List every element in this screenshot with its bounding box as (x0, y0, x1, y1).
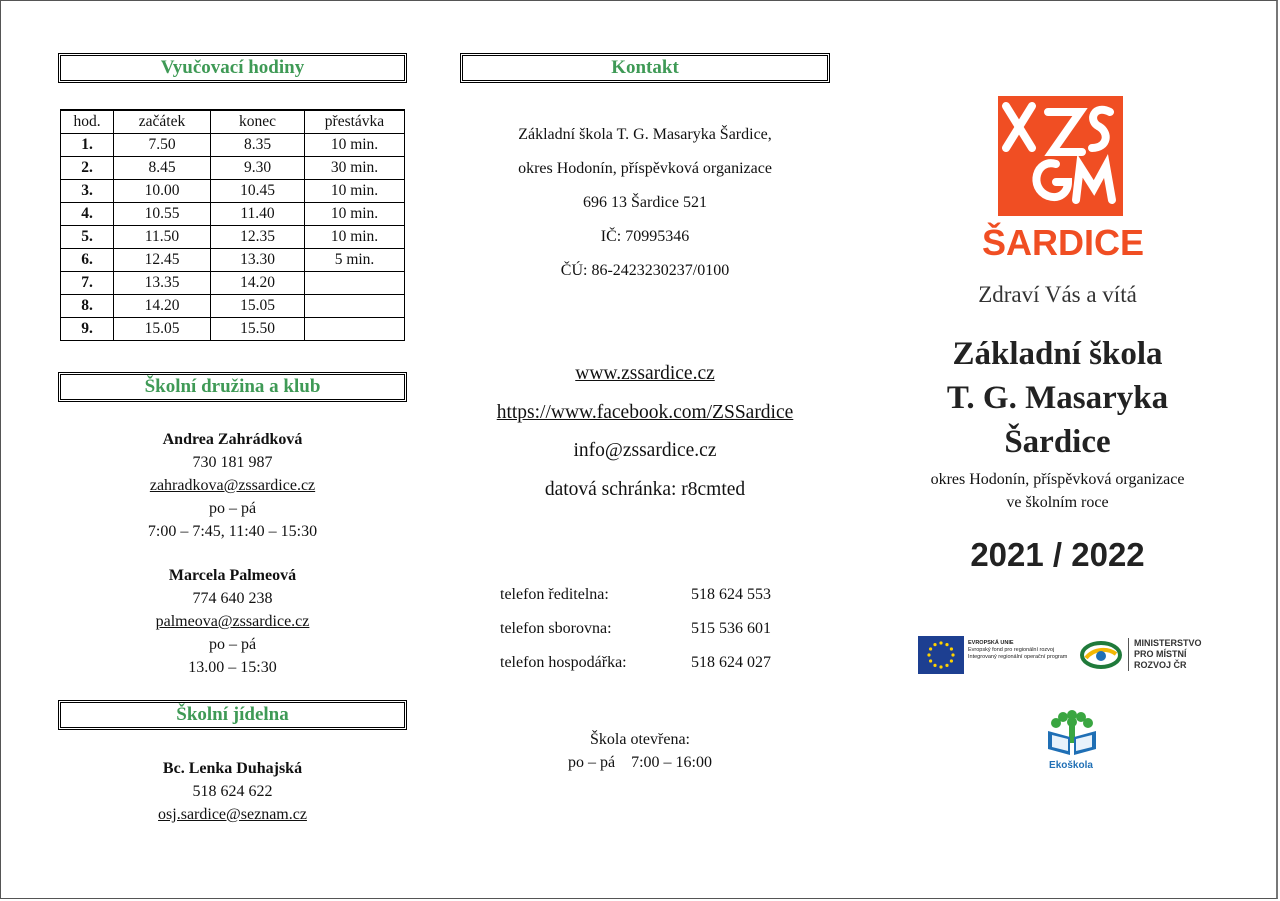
person-days: po – pá (208, 500, 257, 517)
person-phone: 774 640 238 (192, 590, 273, 607)
subtitle-line: okres Hodonín, příspěvková organizace (930, 471, 1185, 488)
table-header: začátek (114, 110, 211, 134)
table-cell: 8. (61, 295, 114, 318)
table-header-row (61, 110, 405, 134)
address-line: okres Hodonín, příspěvková organizace (518, 160, 772, 177)
phone-row (500, 612, 771, 646)
databox-text: datová schránka: r8cmted (544, 478, 746, 500)
table-row (61, 226, 405, 249)
logo-wordmark: ŠARDICE (981, 222, 1145, 263)
druzina-title: Školní družina a klub (58, 372, 407, 402)
greeting: Zdraví Vás a vítá (978, 282, 1137, 307)
mmr-logo-icon (1080, 640, 1122, 670)
table-cell: 10 min. (305, 180, 405, 203)
person-email-link[interactable]: palmeova@zssardice.cz (155, 613, 310, 630)
phone-label: telefon ředitelna: (500, 586, 609, 603)
table-cell: 5 min. (305, 249, 405, 272)
facebook-link[interactable]: https://www.facebook.com/ZSSardice (496, 401, 794, 423)
table-cell: 1. (61, 134, 114, 157)
table-cell: 3. (61, 180, 114, 203)
table-cell: 14.20 (114, 295, 211, 318)
ico-line: IČ: 70995346 (600, 228, 690, 245)
subtitle-line: ve školním roce (1006, 494, 1109, 511)
table-cell: 11.50 (114, 226, 211, 249)
school-name-line: Šardice (1004, 424, 1111, 460)
person-phone: 518 624 622 (192, 783, 273, 800)
table-cell: 12.35 (211, 226, 305, 249)
table-cell: 4. (61, 203, 114, 226)
table-cell: 8.35 (211, 134, 305, 157)
table-cell: 9. (61, 318, 114, 341)
table-header: přestávka (305, 110, 405, 134)
phone-label: telefon hospodářka: (500, 654, 627, 671)
jidelna-contact (58, 757, 407, 826)
table-cell: 5. (61, 226, 114, 249)
table-cell: 10.45 (211, 180, 305, 203)
table-cell: 8.45 (114, 157, 211, 180)
opening-label: Škola otevřena: (590, 731, 690, 748)
phone-value: 515 536 601 (691, 620, 771, 637)
phone-value: 518 624 553 (691, 586, 771, 603)
account-line: ČÚ: 86-2423230237/0100 (560, 262, 730, 279)
phone-row (500, 646, 771, 680)
table-cell (305, 295, 405, 318)
school-name-line: T. G. Masaryka (946, 380, 1169, 416)
table-cell: 15.50 (211, 318, 305, 341)
table-cell: 10.55 (114, 203, 211, 226)
school-name-line: Základní škola (952, 336, 1163, 372)
person-time: 13.00 – 15:30 (188, 659, 277, 676)
table-row (61, 272, 405, 295)
table-cell: 14.20 (211, 272, 305, 295)
phone-value: 518 624 027 (691, 654, 771, 671)
table-cell: 13.30 (211, 249, 305, 272)
table-cell (305, 272, 405, 295)
table-cell: 10 min. (305, 226, 405, 249)
table-cell (305, 318, 405, 341)
table-cell: 7. (61, 272, 114, 295)
school-logo-icon (998, 96, 1123, 216)
address-line: 696 13 Šardice 521 (583, 194, 707, 211)
hours-table (60, 109, 405, 341)
email-text: info@zssardice.cz (573, 440, 717, 461)
table-cell: 7.50 (114, 134, 211, 157)
table-cell: 10 min. (305, 203, 405, 226)
hours-title: Vyučovací hodiny (58, 53, 407, 83)
contact-address (460, 118, 830, 288)
eu-text: EVROPSKÁ UNIE Evropský fond pro regionální rozvoj Integrovaný regionální operační program (968, 640, 1068, 660)
person-name: Andrea Zahrádková (162, 431, 303, 448)
table-row (61, 203, 405, 226)
table-cell: 13.35 (114, 272, 211, 295)
person-phone: 730 181 987 (192, 454, 273, 471)
table-row (61, 157, 405, 180)
table-cell: 2. (61, 157, 114, 180)
contact-title: Kontakt (460, 53, 830, 83)
table-header: hod. (61, 110, 114, 134)
address-line: Základní škola T. G. Masaryka Šardice, (518, 126, 772, 143)
table-header: konec (211, 110, 305, 134)
table-row (61, 295, 405, 318)
school-subtitle (885, 468, 1230, 514)
ekoskola-label: Ekoškola (1049, 760, 1093, 771)
ekoskola-logo-icon (1044, 707, 1100, 757)
person-name: Marcela Palmeová (168, 567, 297, 584)
table-cell: 15.05 (211, 295, 305, 318)
table-row (61, 180, 405, 203)
table-cell: 10 min. (305, 134, 405, 157)
website-link[interactable]: www.zssardice.cz (575, 363, 715, 384)
opening-hours (545, 728, 735, 774)
school-name (885, 332, 1230, 464)
table-row (61, 249, 405, 272)
person-days: po – pá (208, 636, 257, 653)
table-cell: 9.30 (211, 157, 305, 180)
table-row (61, 134, 405, 157)
table-cell: 30 min. (305, 157, 405, 180)
phone-label: telefon sborovna: (500, 620, 612, 637)
person-email-link[interactable]: zahradkova@zssardice.cz (149, 477, 316, 494)
table-cell: 12.45 (114, 249, 211, 272)
table-cell: 10.00 (114, 180, 211, 203)
table-cell: 6. (61, 249, 114, 272)
eu-flag-icon (918, 636, 964, 674)
phone-list (500, 578, 771, 680)
web-contacts (460, 355, 830, 509)
school-year: 2021 / 2022 (970, 536, 1145, 573)
table-cell: 11.40 (211, 203, 305, 226)
opening-time: po – pá 7:00 – 16:00 (568, 754, 712, 771)
table-row (61, 318, 405, 341)
phone-row (500, 578, 771, 612)
jidelna-title: Školní jídelna (58, 700, 407, 730)
druzina-contacts (58, 428, 407, 679)
mmr-text: MINISTERSTVO PRO MÍSTNÍ ROZVOJ ČR (1128, 638, 1202, 671)
person-name: Bc. Lenka Duhajská (162, 760, 303, 777)
person-email-link[interactable]: osj.sardice@seznam.cz (158, 806, 307, 823)
person-time: 7:00 – 7:45, 11:40 – 15:30 (147, 523, 318, 540)
table-cell: 15.05 (114, 318, 211, 341)
